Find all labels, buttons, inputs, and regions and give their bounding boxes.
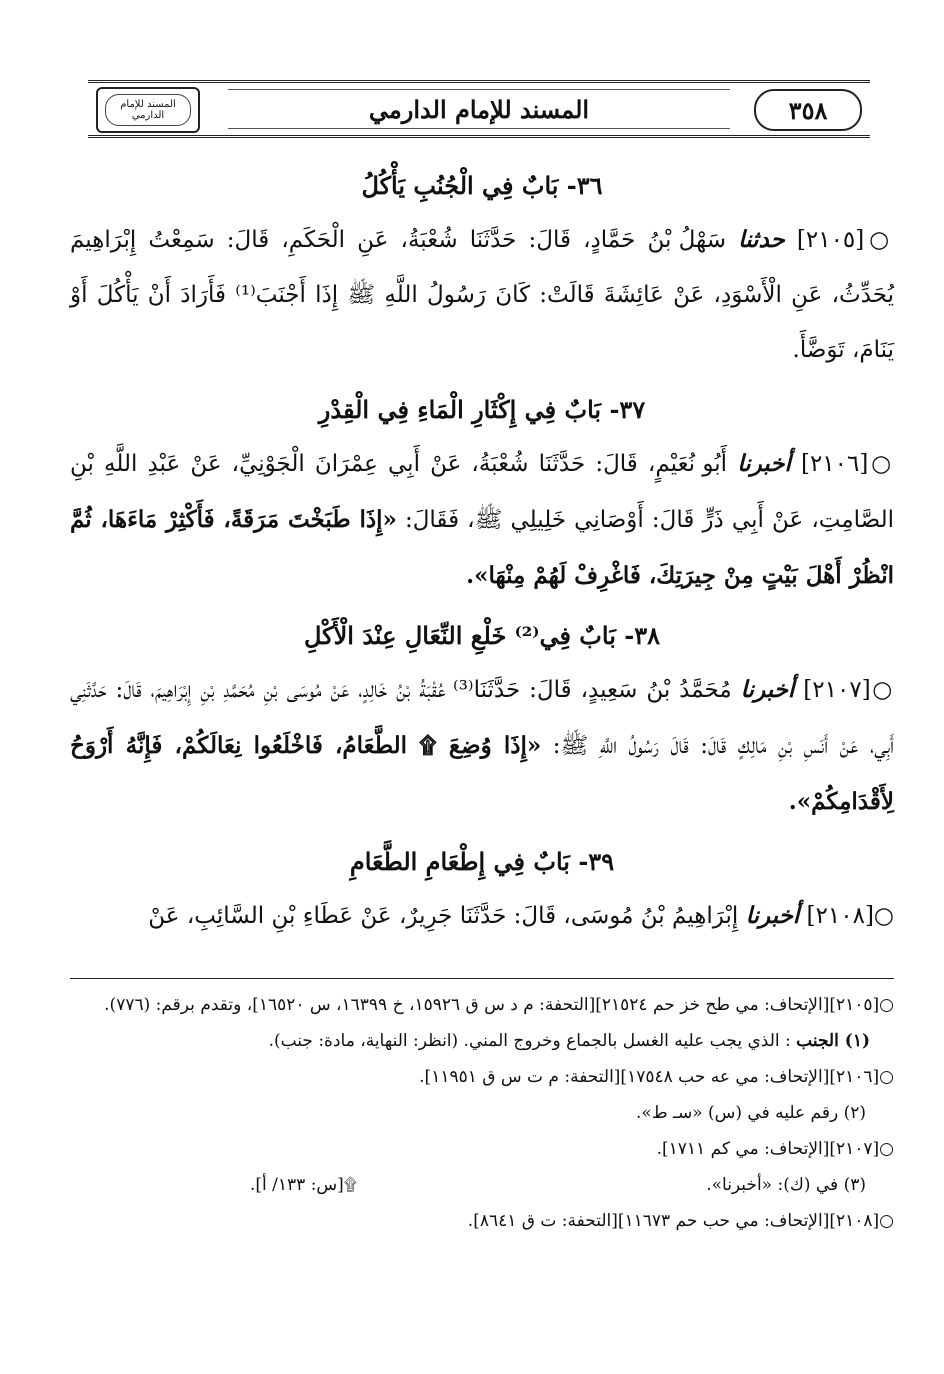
hadith-2108 — [70, 888, 894, 944]
chapter-heading-39: ٣٩- بَابٌ فِي إِطْعَامِ الطَّعَامِ — [349, 847, 615, 876]
manuscript-folio-note: ۩[س: ١٣٣/ أ]. — [250, 1175, 357, 1195]
hadith-number: ○[٢١٠٥] — [796, 227, 894, 253]
footnote-2106: ○[٢١٠٦][الإتحاف: مي عه حب ١٧٥٤٨][التحفة: م ت س ق ١١٩٥١]. — [419, 1067, 894, 1087]
hadith-text: أَبُو نُعَيْمٍ، قَالَ: حَدَّثَنَا شُعْبَةُ، عَنْ أَبِي عِمْرَانَ الْجَوْنِيِّ، عَنْ عَبْدِ اللَّهِ بْنِ الصَّامِتِ، عَنْ أَبِي ذَرٍّ قَالَ: أَوْصَانِي خَلِيلِي ﷺ، فَقَالَ: — [70, 451, 894, 533]
hadith-number: ○[٢١٠٧] — [803, 677, 895, 703]
footnote-3: (٣) في (ك): «أخبرنا». — [706, 1175, 866, 1195]
chapter-heading-36: ٣٦- بَابٌ فِي الْجُنُبِ يَأْكُلُ — [361, 171, 603, 200]
narration-verb: أخبرنا — [745, 902, 800, 929]
hadith-2105 — [70, 212, 894, 378]
footnotes — [70, 978, 894, 1239]
page-body — [70, 160, 894, 950]
book-title: المسند للإمام الدارمي — [353, 95, 605, 124]
book-page — [70, 0, 894, 1374]
narration-verb: أخبرنا — [737, 450, 791, 477]
hadith-number: ○[٢١٠٦] — [800, 451, 895, 477]
page-number — [754, 89, 862, 131]
footnote-1-text: : الذي يجب عليه الغسل بالجماع وخروج المني. (انظر: النهاية، مادة: جنب). — [268, 1031, 791, 1051]
hadith-text: سَهْلُ بْنُ حَمَّادٍ، قَالَ: حَدَّثَنَا شُعْبَةُ، عَنِ الْحَكَمِ، قَالَ: سَمِعْتُ إِبْرَاهِيمَ يُحَدِّثُ، عَنِ الْأَسْوَدِ، عَنْ عَائِشَةَ قَالَتْ: كَانَ رَسُولُ اللَّهِ ﷺ إِذَا أَجْنَبَ⁽¹⁾ فَأَرَادَ أَنْ يَأْكُلَ أَوْ يَنَامَ، تَوَضَّأَ. — [70, 227, 894, 363]
hadith-text: مُحَمَّدُ بْنُ سَعِيدٍ، قَالَ: حَدَّثَنَا⁽³⁾ عُقْبَةُ بْنُ خَالِدٍ، عَنْ مُوسَى بْنِ مُحَمَّدِ بْنِ إِبْرَاهِيمَ، قَالَ: حَدَّثَنِي أَبِي، عَنْ أَنَسِ بْنِ مَالِكٍ قَالَ: قَالَ رَسُولُ اللَّهِ ﷺ: — [70, 677, 894, 759]
book-seal — [96, 87, 200, 133]
page-number-text: ٣٥٨ — [788, 95, 828, 125]
footnote-2: (٢) رقم عليه في (س) «سـ ط». — [636, 1103, 866, 1123]
footnote-1-term: (١) الجنب — [796, 1031, 870, 1051]
page-header — [88, 80, 870, 138]
narration-verb: حدثنا — [738, 226, 785, 253]
narration-verb: أخبرنا — [740, 676, 795, 703]
footnote-2105: ○[٢١٠٥][الإتحاف: مي طح خز حم ٢١٥٢٤][التحفة: م د س ق ١٥٩٢٦، خ ١٦٣٩٩، س ١٦٥٢٠]، وتقدم برقم: (٧٧٦). — [104, 995, 894, 1015]
seal-text: المسند للإمام الدارمي — [105, 94, 191, 126]
footnote-2107: ○[٢١٠٧][الإتحاف: مي كم ١٧١١]. — [656, 1139, 894, 1159]
chapter-heading-37: ٣٧- بَابٌ فِي إِكْثَارِ الْمَاءِ فِي الْقِدْرِ — [318, 395, 646, 424]
chapter-heading-38: ٣٨- بَابٌ فِي⁽²⁾ خَلْعِ النِّعَالِ عِنْدَ الْأَكْلِ — [304, 621, 660, 650]
hadith-matn: «إِذَا طَبَخْتَ مَرَقَةً، فَأَكْثِرْ مَاءَهَا، ثُمَّ انْظُرْ أَهْلَ بَيْتٍ مِنْ جِيرَتِكَ، فَاغْرِفْ لَهُمْ مِنْهَا». — [70, 506, 894, 589]
footnote-3-row — [70, 1167, 894, 1203]
hadith-2107 — [70, 662, 894, 830]
hadith-text: إِبْرَاهِيمُ بْنُ مُوسَى، قَالَ: حَدَّثَنَا جَرِيرٌ، عَنْ عَطَاءِ بْنِ السَّائِبِ، عَنْ — [148, 903, 739, 929]
footnote-2108: ○[٢١٠٨][الإتحاف: مي حب حم ١١٦٧٣][التحفة: ت ق ٨٦٤١]. — [467, 1211, 894, 1231]
hadith-matn: «إِذَا وُضِعَ ۩ الطَّعَامُ، فَاخْلَعُوا نِعَالَكُمْ، فَإِنَّهُ أَرْوَحُ لِأَقْدَامِكُمْ». — [70, 732, 894, 815]
hadith-2106 — [70, 436, 894, 604]
hadith-number: ○[٢١٠٨] — [806, 903, 894, 929]
footnote-1 — [70, 1023, 894, 1059]
